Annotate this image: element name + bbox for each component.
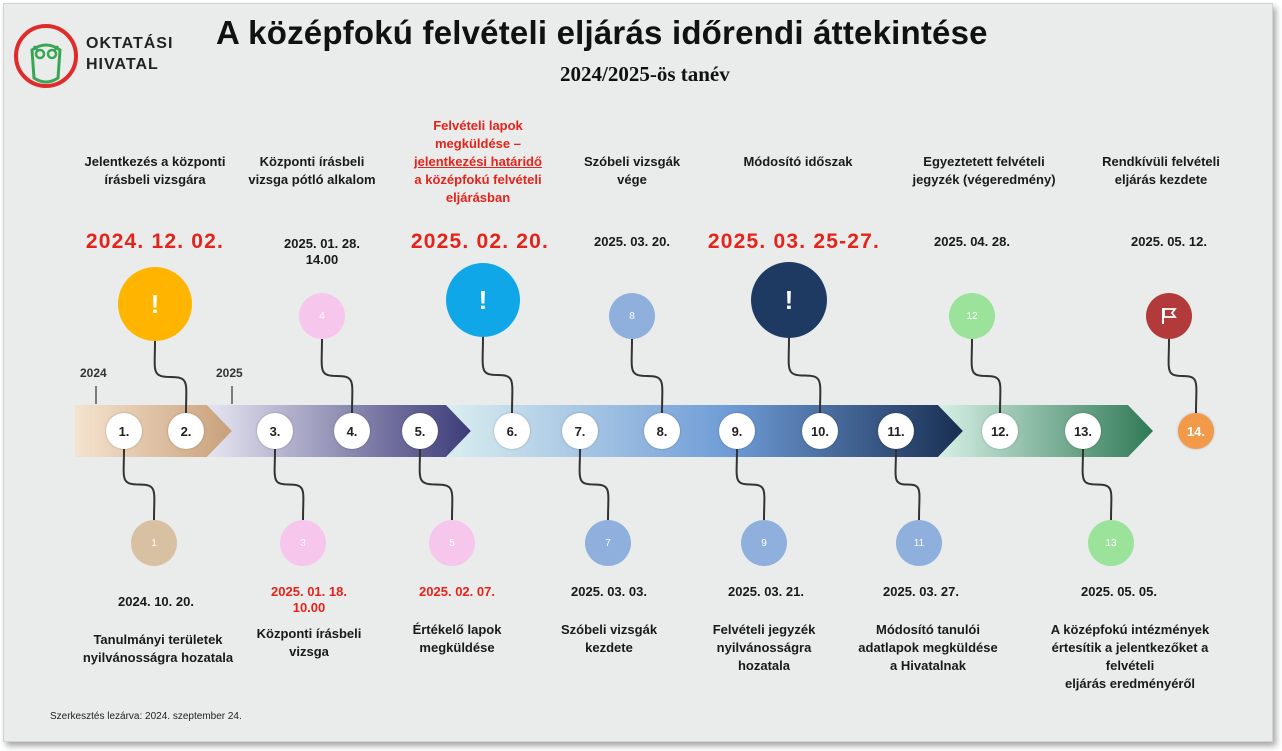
marker-number: 8 xyxy=(629,310,635,322)
top-event-2-label-line-1: Központi írásbeli xyxy=(259,154,365,169)
flag-icon xyxy=(1158,305,1180,327)
band-segment-4 xyxy=(938,405,1153,457)
bottom-event-4-date-line-1: 2025. 03. 03. xyxy=(571,584,647,599)
timeline-step-3: 3. xyxy=(257,413,293,449)
bottom-event-2-label-line-2: vizsga xyxy=(289,644,329,659)
marker-number: 13 xyxy=(1105,537,1117,549)
marker-number: 9 xyxy=(761,537,767,549)
bottom-event-3-date xyxy=(419,584,495,600)
timeline-step-14: 14. xyxy=(1178,413,1214,449)
bottom-event-1-marker xyxy=(131,520,177,566)
bottom-event-7-label xyxy=(1051,621,1209,693)
top-event-4-date xyxy=(594,234,670,250)
bottom-event-7-label-line-4: eljárás eredményéről xyxy=(1064,676,1196,691)
bottom-event-7-label-line-2: értesítik a jelentkezőket a xyxy=(1051,640,1209,655)
bottom-event-3-label-line-1: Értékelő lapok xyxy=(412,622,502,637)
page-title: A középfokú felvételi eljárás időrendi áttekintése xyxy=(216,14,988,51)
marker-number: 1 xyxy=(151,537,157,549)
logo-text-line2: HIVATAL xyxy=(86,56,159,73)
timeline-step-4: 4. xyxy=(334,413,370,449)
top-event-1-label-line-1: Jelentkezés a központi xyxy=(84,154,226,169)
marker-number: 4 xyxy=(319,310,325,322)
top-event-3-date-line-1: 2025. 02. 20. xyxy=(410,230,550,253)
top-event-5-date xyxy=(707,230,881,253)
bottom-event-7-label-line-1: A középfokú intézmények xyxy=(1050,622,1210,637)
bottom-event-6-date-line-1: 2025. 03. 27. xyxy=(883,584,959,599)
bottom-event-2-date xyxy=(271,584,347,616)
top-event-1-label-line-2: írásbeli vizsgára xyxy=(104,172,206,187)
top-event-7-label xyxy=(1102,153,1220,189)
top-event-1-date-line-1: 2024. 12. 02. xyxy=(85,230,225,253)
bottom-event-2-date-line-1: 2025. 01. 18. xyxy=(271,584,347,599)
bottom-event-5-label-line-2: nyilvánosságra xyxy=(716,640,812,655)
top-event-3-label-line-4: a középfokú felvételi xyxy=(414,172,542,187)
bottom-event-3-marker xyxy=(429,520,475,566)
timeline-step-7: 7. xyxy=(562,413,598,449)
timeline-step-10: 10. xyxy=(802,413,838,449)
top-event-4-label xyxy=(584,153,680,189)
bottom-event-2-label xyxy=(257,625,362,661)
exclamation-icon: ! xyxy=(478,284,488,315)
bottom-event-6-label-line-2: adatlapok megküldése xyxy=(858,640,998,655)
top-event-2-date-line-1: 2025. 01. 28. xyxy=(284,236,360,251)
bottom-event-3-label-line-2: megküldése xyxy=(419,640,495,655)
bottom-event-7-date xyxy=(1081,584,1157,600)
top-event-5-date-line-1: 2025. 03. 25-27. xyxy=(707,230,881,253)
marker-number: 12 xyxy=(966,310,978,322)
exclamation-icon: ! xyxy=(150,288,160,319)
bottom-event-5-date xyxy=(728,584,804,600)
bottom-event-7-label-line-3: felvételi xyxy=(1105,658,1155,673)
timeline-step-6: 6. xyxy=(494,413,530,449)
year-label-2025: 2025 xyxy=(216,366,243,380)
top-event-1-date xyxy=(85,230,225,253)
bottom-event-7-date-line-1: 2025. 05. 05. xyxy=(1081,584,1157,599)
bottom-event-2-marker xyxy=(280,520,326,566)
top-event-6-date xyxy=(934,234,1010,250)
bottom-event-1-label xyxy=(83,631,233,667)
top-event-4-marker xyxy=(609,293,655,339)
timeline-step-12: 12. xyxy=(982,413,1018,449)
year-label-2024: 2024 xyxy=(80,366,107,380)
bottom-connector-3 xyxy=(420,449,453,520)
top-event-3-label-line-2: megküldése – xyxy=(434,136,521,151)
bottom-event-5-date-line-1: 2025. 03. 21. xyxy=(728,584,804,599)
top-connector-5 xyxy=(789,338,821,413)
bottom-event-4-label-line-2: kezdete xyxy=(585,640,633,655)
page-subtitle: 2024/2025-ös tanév xyxy=(560,62,730,86)
bottom-event-6-label xyxy=(858,621,997,675)
top-event-1-marker xyxy=(118,267,192,341)
top-event-5-label-line-1: Módosító időszak xyxy=(743,154,853,169)
bottom-event-2-date-line-2: 10.00 xyxy=(292,600,326,615)
top-event-4-date-line-1: 2025. 03. 20. xyxy=(594,234,670,249)
timeline-step-2: 2. xyxy=(168,413,204,449)
bottom-event-4-label xyxy=(561,621,657,657)
top-event-4-label-line-1: Szóbeli vizsgák xyxy=(583,154,681,169)
top-event-7-label-line-2: eljárás kezdete xyxy=(1114,172,1208,187)
bottom-connector-2 xyxy=(275,449,304,520)
bottom-event-7-marker xyxy=(1088,520,1134,566)
bottom-event-1-date-line-1: 2024. 10. 20. xyxy=(118,594,194,609)
bottom-event-5-marker xyxy=(741,520,787,566)
bottom-connector-4 xyxy=(580,449,609,520)
top-event-2-marker xyxy=(299,293,345,339)
top-event-6-label-line-1: Egyeztetett felvételi xyxy=(923,154,1045,169)
bottom-event-4-marker xyxy=(585,520,631,566)
top-event-4-label-line-2: vége xyxy=(617,172,647,187)
top-event-5-label xyxy=(743,153,852,171)
top-event-6-marker xyxy=(949,293,995,339)
top-connector-6 xyxy=(972,339,1001,413)
bottom-connector-7 xyxy=(1083,449,1112,520)
bottom-event-2-label-line-1: Központi írásbeli xyxy=(256,626,362,641)
top-event-3-date xyxy=(410,230,550,253)
top-event-3-label xyxy=(414,117,542,207)
top-event-7-marker xyxy=(1146,293,1192,339)
top-connector-7 xyxy=(1169,339,1197,413)
bottom-event-4-label-line-1: Szóbeli vizsgák xyxy=(560,622,658,637)
timeline-step-13: 13. xyxy=(1065,413,1101,449)
bottom-event-1-date xyxy=(118,594,194,610)
bottom-event-5-label xyxy=(713,621,816,675)
timeline-step-5: 5. xyxy=(402,413,438,449)
top-event-7-date-line-1: 2025. 05. 12. xyxy=(1131,234,1207,249)
top-event-5-marker xyxy=(751,262,827,338)
timeline-step-11: 11. xyxy=(878,413,914,449)
timeline-step-9: 9. xyxy=(719,413,755,449)
top-connector-2 xyxy=(322,339,353,413)
bottom-connector-1 xyxy=(124,449,155,520)
logo-text-line1: OKTATÁSI xyxy=(86,35,174,52)
marker-number: 7 xyxy=(605,537,611,549)
bottom-event-6-label-line-3: a Hivatalnak xyxy=(890,658,966,673)
timeline-step-1: 1. xyxy=(106,413,142,449)
marker-number: 3 xyxy=(300,537,306,549)
timeline-step-8: 8. xyxy=(644,413,680,449)
exclamation-icon: ! xyxy=(784,284,794,315)
band-segment-1 xyxy=(75,405,232,457)
top-connector-4 xyxy=(632,339,663,413)
marker-number: 11 xyxy=(913,537,925,549)
top-event-3-label-line-1: Felvételi lapok xyxy=(433,118,523,133)
top-event-2-date-line-2: 14.00 xyxy=(305,252,339,267)
bottom-event-6-marker xyxy=(896,520,942,566)
bottom-event-3-date-line-1: 2025. 02. 07. xyxy=(419,584,495,599)
bottom-event-5-label-line-1: Felvételi jegyzék xyxy=(712,622,816,637)
top-event-3-label-line-5: eljárásban xyxy=(445,190,511,205)
top-event-3-label-line-3: jelentkezési határidő xyxy=(414,154,542,169)
bottom-event-5-label-line-3: hozatala xyxy=(737,658,790,673)
bottom-event-4-date xyxy=(571,584,647,600)
bottom-event-1-label-line-1: Tanulmányi területek xyxy=(93,632,223,647)
top-event-6-label xyxy=(912,153,1055,189)
bottom-connector-5 xyxy=(737,449,765,520)
footnote: Szerkesztés lezárva: 2024. szeptember 24. xyxy=(50,711,242,722)
top-event-2-label xyxy=(248,153,375,189)
bottom-connector-6 xyxy=(896,449,920,520)
top-connector-3 xyxy=(483,337,513,413)
top-event-2-date xyxy=(284,236,360,268)
bottom-event-6-label-line-1: Módosító tanulói xyxy=(876,622,980,637)
top-event-7-label-line-1: Rendkívüli felvételi xyxy=(1102,154,1220,169)
top-event-6-date-line-1: 2025. 04. 28. xyxy=(934,234,1010,249)
top-event-1-label xyxy=(85,153,226,189)
top-event-3-marker xyxy=(446,263,520,337)
bottom-event-1-label-line-2: nyilvánosságra hozatala xyxy=(82,650,234,665)
top-event-2-label-line-2: vizsga pótló alkalom xyxy=(248,172,376,187)
marker-number: 5 xyxy=(449,537,455,549)
top-connector-1 xyxy=(155,341,187,413)
bottom-event-3-label xyxy=(413,621,502,657)
bottom-event-6-date xyxy=(883,584,959,600)
top-event-6-label-line-2: jegyzék (végeredmény) xyxy=(912,172,1056,187)
top-event-7-date xyxy=(1131,234,1207,250)
